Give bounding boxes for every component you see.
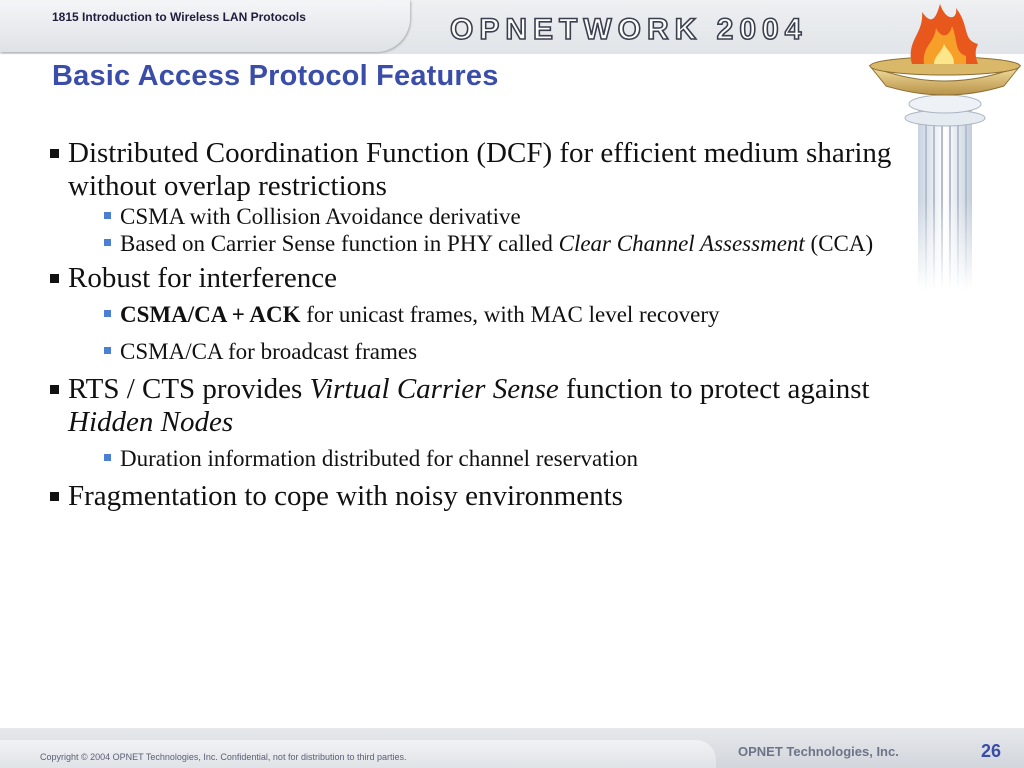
brand-wordmark (440, 6, 920, 50)
square-bullet-icon (50, 492, 59, 501)
bullet-list (48, 137, 928, 513)
sub-bullet-item (68, 445, 928, 472)
sub-bullet-item (68, 203, 928, 230)
square-bullet-icon (50, 149, 59, 158)
brand-text: OPNETWORK 2004 (450, 13, 808, 46)
company-name: OPNET Technologies, Inc. (738, 744, 899, 759)
sub-bullet-emphasis: Clear Channel Assessment (558, 231, 805, 256)
sub-bullet-list (68, 203, 928, 257)
bullet-text-before: RTS / CTS provides (68, 373, 310, 405)
bullet-item (48, 373, 928, 472)
copyright-notice: Copyright © 2004 OPNET Technologies, Inc. Confidential, not for distribution to third parties. (40, 752, 407, 762)
sub-bullet-text-before: Based on Carrier Sense function in PHY called (120, 231, 559, 256)
slide-title: Basic Access Protocol Features (52, 60, 499, 92)
header-tab (0, 0, 410, 52)
square-bullet-icon (104, 212, 111, 219)
sub-bullet-text-after: (CCA) (804, 231, 874, 256)
bullet-item (48, 137, 928, 257)
sub-bullet-item (68, 301, 928, 328)
sub-bullet-item (68, 230, 928, 257)
sub-bullet-text: CSMA/CA for broadcast frames (120, 339, 418, 364)
square-bullet-icon (50, 385, 59, 394)
sub-bullet-text: CSMA with Collision Avoidance derivative (120, 204, 521, 229)
course-title: 1815 Introduction to Wireless LAN Protocols (52, 10, 306, 24)
sub-bullet-list (68, 301, 928, 365)
square-bullet-icon (104, 310, 111, 317)
sub-bullet-list (68, 445, 928, 472)
page-number: 26 (981, 741, 1002, 761)
sub-bullet-item (68, 338, 928, 365)
sub-bullet-text-after: for unicast frames, with MAC level recovery (300, 302, 720, 327)
bullet-item (48, 262, 928, 365)
square-bullet-icon (104, 454, 111, 461)
square-bullet-icon (104, 239, 111, 246)
bullet-emphasis: Virtual Carrier Sense (309, 373, 559, 405)
bullet-emphasis: Hidden Nodes (68, 406, 234, 438)
square-bullet-icon (104, 347, 111, 354)
bullet-text: Robust for interference (68, 262, 337, 294)
bullet-text: Distributed Coordination Function (DCF) for efficient medium sharing without overlap restrictions (68, 137, 892, 202)
bullet-text-middle: function to protect against (558, 373, 870, 405)
sub-bullet-strong: CSMA/CA + ACK (120, 302, 301, 327)
sub-bullet-text: Duration information distributed for channel reservation (120, 446, 638, 471)
bullet-item (48, 480, 928, 513)
bullet-text: Fragmentation to cope with noisy environments (68, 480, 623, 512)
square-bullet-icon (50, 274, 59, 283)
